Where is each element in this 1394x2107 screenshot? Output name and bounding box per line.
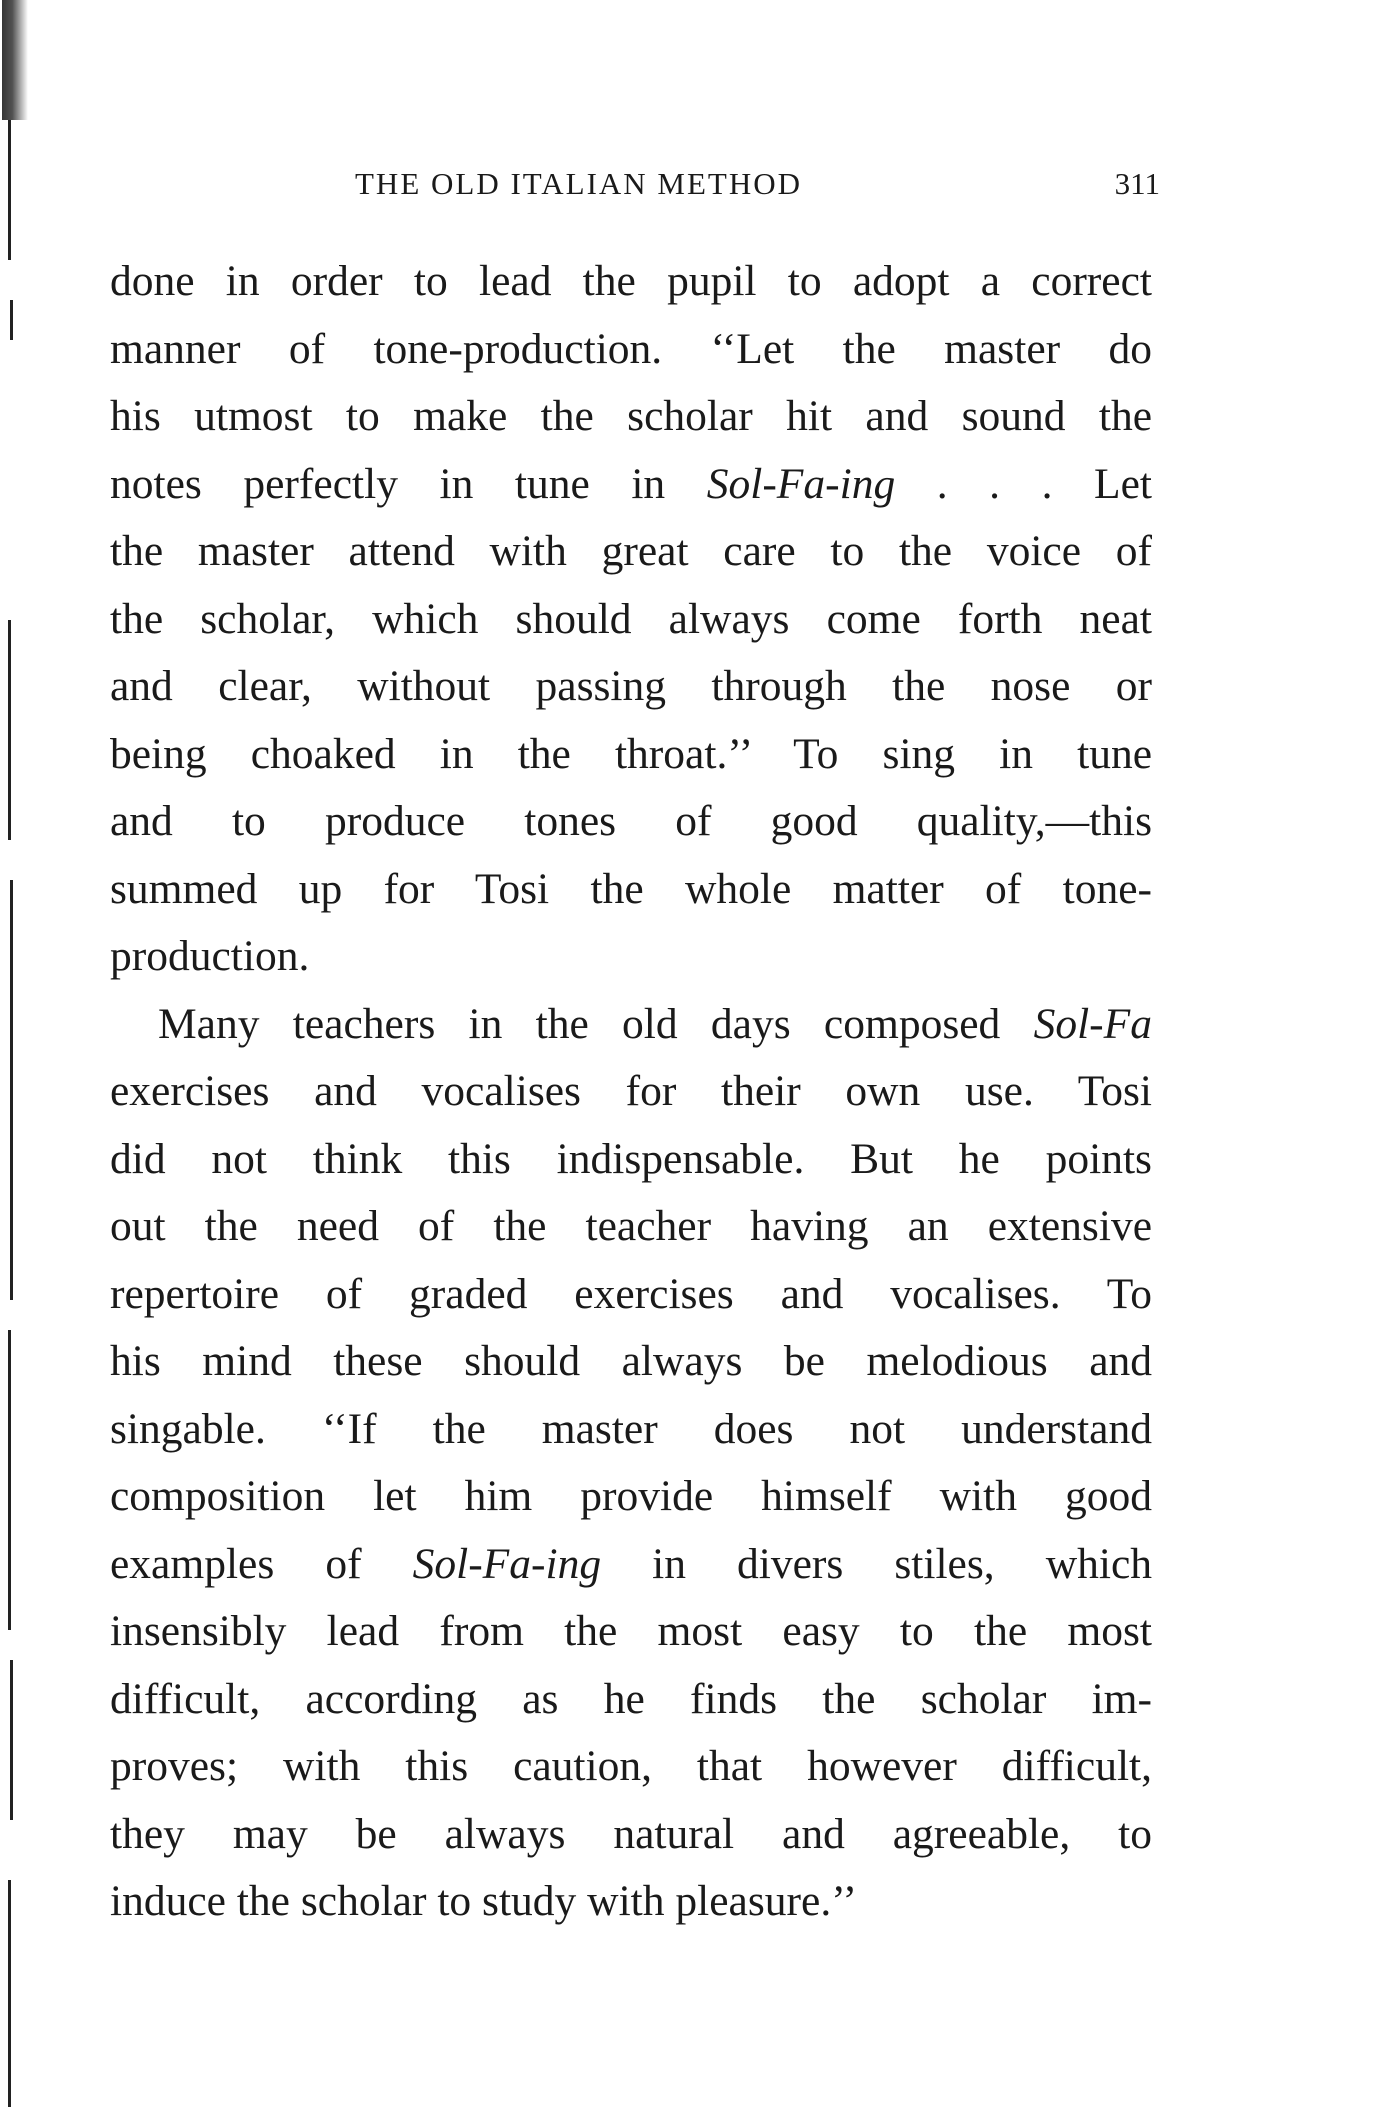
gutter-line [10, 1660, 13, 1820]
text-line: production. [110, 932, 310, 980]
gutter-shadow [2, 0, 28, 120]
gutter-line [10, 880, 13, 1300]
text-line: examples of Sol-Fa-ing in divers stiles, which [110, 1539, 1153, 1588]
italic-term: Sol-Fa [1033, 999, 1152, 1048]
text-line: difficult, according as he finds the scholar im- [110, 1674, 1152, 1723]
text-line: and clear, without passing through the nose or [110, 662, 1152, 710]
body-text [110, 248, 1152, 1936]
italic-term: Sol-Fa-ing [706, 459, 896, 508]
text-line: they may be always natural and agreeable, to [110, 1809, 1152, 1858]
gutter-line [10, 300, 13, 340]
text-line: the scholar, which should always come forth neat [110, 594, 1152, 643]
text-line: induce the scholar to study with pleasure.’’ [110, 1877, 857, 1925]
text-line: notes perfectly in tune in Sol-Fa-ing . . . Let [110, 459, 1153, 508]
text-line: singable. ‘‘If the master does not understand [110, 1404, 1152, 1453]
running-head [110, 166, 1160, 210]
text-line: and to produce tones of good quality,—this [110, 797, 1152, 845]
gutter-line [8, 620, 11, 840]
text-line: exercises and vocalises for their own use. Tosi [110, 1067, 1152, 1115]
text-line: did not think this indispensable. But he points [110, 1134, 1152, 1183]
text-line: manner of tone-production. ‘‘Let the master do [110, 324, 1152, 373]
italic-term: Sol-Fa-ing [412, 1539, 602, 1588]
text-line: insensibly lead from the most easy to the most [110, 1607, 1152, 1655]
text-line: being choaked in the throat.’’ To sing in tune [110, 729, 1152, 778]
text-line: out the need of the teacher having an extensive [110, 1202, 1152, 1250]
text-line: his utmost to make the scholar hit and sound the [110, 392, 1152, 440]
text-line: repertoire of graded exercises and vocalises. To [110, 1269, 1152, 1318]
running-head-title: THE OLD ITALIAN METHOD [355, 166, 803, 201]
text-line: his mind these should always be melodious and [110, 1337, 1152, 1385]
text-line: composition let him provide himself with good [110, 1472, 1152, 1520]
text-line: Many teachers in the old days composed Sol-Fa [158, 999, 1152, 1048]
gutter-line [8, 120, 11, 260]
gutter-line [8, 1330, 11, 1630]
text-line: done in order to lead the pupil to adopt a correct [110, 257, 1152, 305]
binding-gutter [0, 0, 36, 2107]
text-line: proves; with this caution, that however difficult, [110, 1742, 1152, 1790]
gutter-line [8, 1880, 11, 2107]
text-line: summed up for Tosi the whole matter of tone- [110, 864, 1152, 913]
page-number: 311 [1114, 166, 1160, 201]
text-line: the master attend with great care to the voice of [110, 527, 1152, 575]
